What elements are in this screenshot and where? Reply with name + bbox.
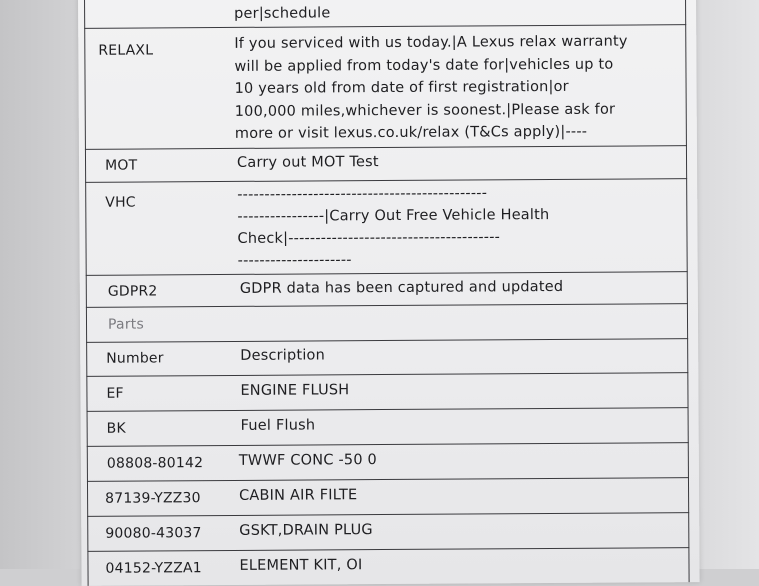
relaxl-line: 100,000 miles,whichever is soonest.|Please ask for [234, 101, 616, 120]
row-vhc-code: VHC [105, 194, 136, 211]
vhc-line: Check|--------------------------------------- [237, 229, 501, 247]
vhc-line: --------------------- [237, 252, 352, 269]
relaxl-line: will be applied from today's date for|vehicles up to [234, 56, 614, 75]
row-mot-code: MOT [104, 157, 138, 174]
row-parts-label [86, 304, 688, 343]
background-left [0, 0, 80, 569]
part-description: ENGINE FLUSH [240, 382, 350, 399]
parts-header-row [86, 339, 688, 377]
row-gdpr2-text: GDPR data has been captured and updated [239, 278, 564, 297]
row-relaxl-description [234, 31, 628, 146]
row-gdpr2 [86, 272, 688, 308]
parts-section-label: Parts [107, 316, 145, 333]
row-vhc [85, 179, 688, 276]
parts-item-row [87, 513, 689, 552]
part-number: 08808-80142 [106, 455, 204, 472]
row-schedule [84, 0, 686, 29]
row-relaxl-code: RELAXL [98, 42, 154, 59]
part-description: GSKT,DRAIN PLUG [239, 522, 373, 539]
job-sheet-paper [78, 0, 700, 586]
part-description: TWWF CONC -50 0 [238, 452, 378, 469]
part-number: BK [106, 420, 126, 437]
row-mot-text: Carry out MOT Test [236, 154, 379, 171]
row-relaxl [84, 25, 687, 150]
vhc-line: ----------------|Carry Out Free Vehicle Health [237, 207, 550, 225]
row-mot [85, 146, 687, 183]
relaxl-line: If you serviced with us today.|A Lexus relax warranty [234, 33, 628, 52]
part-number: EF [106, 385, 124, 402]
row-gdpr2-code: GDPR2 [107, 283, 158, 300]
part-description: CABIN AIR FILTE [239, 487, 358, 504]
relaxl-line: more or visit lexus.co.uk/relax (T&Cs apply)|---- [234, 123, 588, 142]
row-vhc-description [237, 182, 550, 272]
part-number: 04152-YZZA1 [105, 560, 202, 577]
parts-item-row [86, 373, 688, 412]
parts-header-description: Description [240, 347, 326, 364]
parts-item-row [87, 443, 689, 482]
row-schedule-text: per|schedule [234, 5, 331, 22]
part-number: 90080-43037 [105, 525, 202, 542]
part-description: Fuel Flush [240, 417, 316, 434]
parts-header-number: Number [106, 350, 164, 367]
part-number: 87139-YZZ30 [105, 490, 201, 507]
parts-item-row [87, 408, 689, 447]
part-description: ELEMENT KIT, OI [239, 557, 363, 574]
relaxl-line: 10 years old from date of first registration|or [234, 78, 569, 97]
vhc-line: ---------------------------------------------- [237, 185, 488, 203]
parts-item-row [87, 478, 689, 517]
parts-item-row [87, 548, 689, 586]
